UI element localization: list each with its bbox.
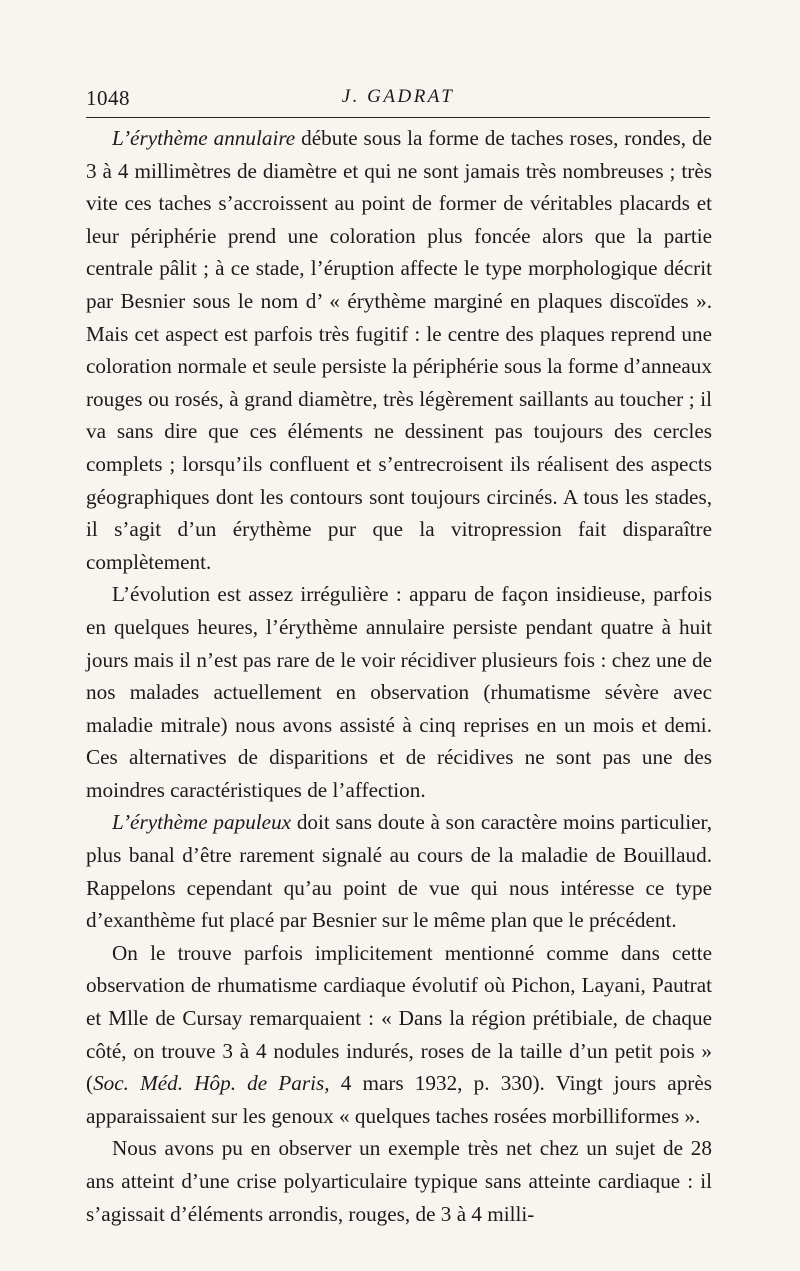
lead-term: L’érythème papuleux <box>112 810 292 835</box>
lead-term: L’érythème annulaire <box>112 126 296 150</box>
paragraph-text: doit sans doute à son caractère moins particulier, plus banal d’être rarement signalé au cours de la maladie de Bouillaud. Rappelons cependant qu’au point de vue qui nous intéresse ce type d’exanthème fut placé par Besnier sur le même plan que le précédent. <box>86 810 712 933</box>
paragraph-text: 4 mars 1932, p. 330). Vingt jours après apparaissaient sur les genoux « quelques taches rosées morbilliformes ». <box>86 1071 712 1128</box>
paragraph-observation <box>86 937 712 1133</box>
paragraph-exemple <box>86 1132 712 1230</box>
page-number: 1048 <box>86 86 130 110</box>
paragraph-text: On le trouve parfois implicitement mentionné comme dans cette observation de rhumatisme cardiaque évolutif où Pichon, Layani, Pautrat et Mlle de Cursay remarquaient : « Dans la région prétibiale, de chaque côté, on trouve 3 à 4 nodules indurés, roses de la taille d’un petit pois » ( <box>86 940 712 1096</box>
citation: Soc. Méd. Hôp. de Paris, <box>93 1071 330 1096</box>
paragraph-erytheme-papuleux <box>86 806 712 936</box>
body-text <box>86 122 712 1230</box>
paragraph-text: L’évolution est assez irrégulière : apparu de façon insidieuse, parfois en quelques heures, l’érythème annulaire persiste pendant quatre à huit jours mais il n’est pas rare de le voir récidiver plusieurs fois : chez une de nos malades actuellement en observation (rhumatisme sévère avec maladie mitrale) nous avons assisté à cinq reprises en un mois et demi. Ces alternatives de disparitions et de récidives ne sont pas une des moindres caractéristiques de l’affection. <box>86 582 712 802</box>
paragraph-text: débute sous la forme de taches roses, rondes, de 3 à 4 millimètres de diamètre et qui ne sont jamais très nombreuses ; très vite ces taches s’accroissent au point de former de véritables placards et leur périphérie prend une coloration plus foncée alors que la partie centrale pâlit ; à ce stade, l’éruption affecte le type morphologique décrit par Besnier sous le nom d’ « érythème marginé en plaques discoïdes ». Mais cet aspect est parfois très fugitif : le centre des plaques reprend une coloration normale et seule persiste la périphérie sous la forme d’anneaux rouges ou rosés, à grand diamètre, très légèrement saillants au toucher ; il va sans dire que ces éléments ne dessinent pas toujours des cercles complets ; lorsqu’ils confluent et s’entrecroisent ils réalisent des aspects géographiques dont les contours sont toujours circinés. A tous les stades, il s’agit d’un érythème pur que la vitropression fait disparaître complètement. <box>86 126 712 574</box>
paragraph-evolution <box>86 578 712 806</box>
running-head-author: J. GADRAT <box>341 86 455 107</box>
paragraph-erytheme-annulaire <box>86 122 712 578</box>
running-head <box>86 86 710 116</box>
paragraph-text: Nous avons pu en observer un exemple très net chez un sujet de 28 ans atteint d’une crise polyarticulaire typique sans atteinte cardiaque : il s’agissait d’éléments arrondis, rouges, de 3 à 4 milli- <box>86 1136 712 1226</box>
header-rule <box>86 117 710 118</box>
